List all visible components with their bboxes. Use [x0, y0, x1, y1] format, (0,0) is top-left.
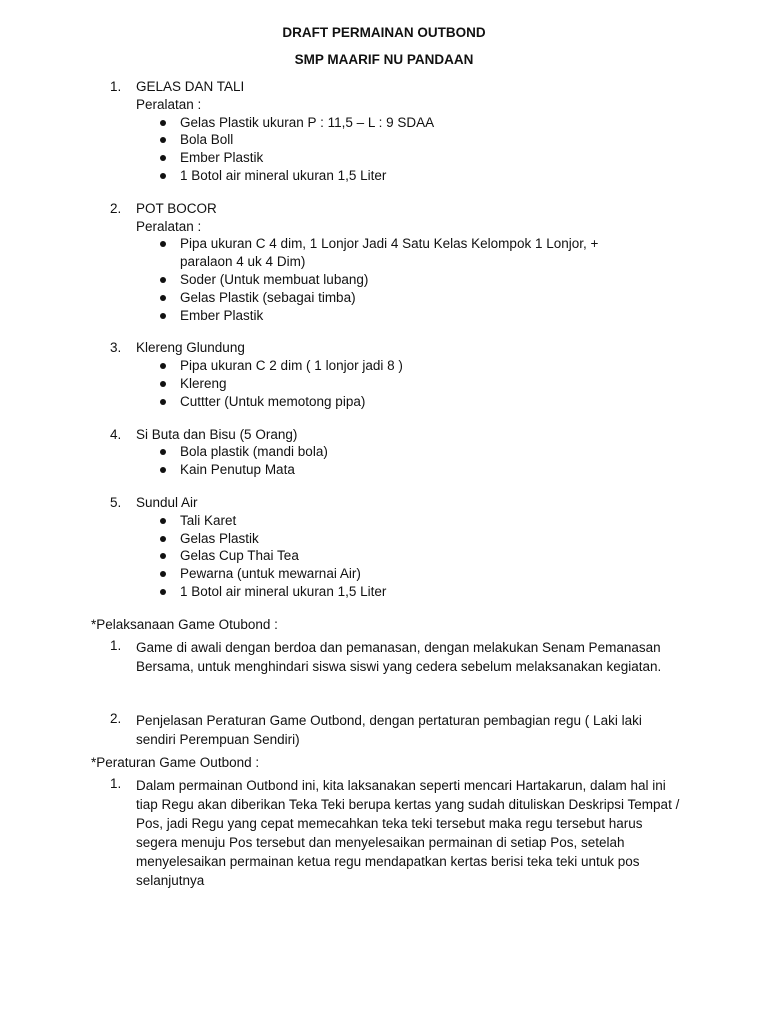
bullet-icon — [160, 381, 166, 387]
bullet-text: Gelas Plastik ukuran P : 11,5 – L : 9 SDAA — [180, 114, 435, 130]
item-text: Dalam permainan Outbond ini, kita laksanakan seperti mencari Hartakarun, dalam hal ini tiap Regu akan diberikan Teka Teki berupa kertas yang sudah dituliskan Deskripsi Tempat / Pos, jadi Regu yang cepat memecahkan teka teki tersebut maka regu tersebut harus segera menuju Pos tersebut dan menyelesaikan permainan di setiap Pos, setelah menyelesaikan permainan ketua regu mendapatkan kertas berisi teka teki untuk pos selanjutnya — [136, 778, 680, 888]
equipment-bullet-list — [0, 443, 768, 479]
bullet-text: Soder (Untuk membuat lubang) — [180, 271, 369, 287]
equipment-bullet-list — [0, 512, 768, 601]
equipment-bullet-item — [0, 271, 768, 289]
bullet-text: Bola plastik (mandi bola) — [180, 444, 328, 460]
item-number: 2. — [110, 711, 122, 726]
bullet-text: Pewarna (untuk mewarnai Air) — [180, 566, 361, 582]
game-name: Si Buta dan Bisu (5 Orang) — [136, 426, 298, 442]
equipment-bullet-item — [0, 530, 768, 548]
game-name: POT BOCOR — [136, 200, 217, 216]
bullet-icon — [160, 553, 166, 559]
bullet-text: Pipa ukuran C 4 dim, 1 Lonjor Jadi 4 Satu Kelas Kelompok 1 Lonjor, + paralaon 4 uk 4 Dim) — [180, 236, 599, 270]
equipment-item-header — [0, 339, 768, 357]
equipment-bullet-item — [0, 583, 768, 601]
equipment-bullet-item — [0, 114, 768, 132]
item-number: 2. — [110, 200, 122, 216]
bullet-text: Cuttter (Untuk memotong pipa) — [180, 393, 366, 409]
bullet-text: Pipa ukuran C 2 dim ( 1 lonjor jadi 8 ) — [180, 358, 403, 374]
equipment-bullet-item — [0, 149, 768, 167]
equipment-bullet-item — [0, 307, 768, 325]
bullet-text: Gelas Plastik (sebagai timba) — [180, 289, 356, 305]
bullet-text: 1 Botol air mineral ukuran 1,5 Liter — [180, 583, 387, 599]
equipment-item-header — [0, 200, 768, 218]
equipment-bullet-item — [0, 167, 768, 185]
bullet-icon — [160, 120, 166, 126]
equipment-bullet-list — [0, 235, 768, 324]
equipment-bullet-item — [0, 393, 768, 411]
equipment-bullet-item — [0, 547, 768, 565]
equipment-item — [0, 200, 768, 325]
item-number: 1. — [110, 776, 122, 791]
bullet-icon — [160, 571, 166, 577]
equipment-item-header — [0, 494, 768, 512]
item-text: Game di awali dengan berdoa dan pemanasan, dengan melakukan Senam Pemanasan Bersama, untuk menghindari siswa siswi yang cedera sebelum melaksanakan kegiatan. — [136, 640, 662, 674]
document-subtitle: SMP MAARIF NU PANDAAN — [294, 52, 474, 67]
pelaksanaan-item — [110, 711, 685, 749]
bullet-icon — [160, 241, 166, 247]
peraturan-item — [110, 776, 685, 890]
peraturan-heading: *Peraturan Game Outbond : — [91, 755, 260, 770]
pelaksanaan-heading: *Pelaksanaan Game Otubond : — [91, 617, 278, 632]
bullet-text: Gelas Cup Thai Tea — [180, 548, 299, 564]
bullet-icon — [160, 589, 166, 595]
bullet-text: 1 Botol air mineral ukuran 1,5 Liter — [180, 167, 387, 183]
bullet-text: Gelas Plastik — [180, 530, 259, 546]
bullet-text: Ember Plastik — [180, 307, 264, 323]
bullet-icon — [160, 399, 166, 405]
equipment-bullet-item — [0, 289, 768, 307]
item-number: 1. — [110, 638, 122, 653]
bullet-icon — [160, 277, 166, 283]
equipment-bullet-item — [0, 131, 768, 149]
bullet-text: Klereng — [180, 375, 227, 391]
peralatan-label: Peralatan : — [136, 218, 202, 234]
equipment-bullet-item — [0, 375, 768, 393]
equipment-bullet-item — [0, 512, 768, 530]
document-title: DRAFT PERMAINAN OUTBOND — [282, 25, 486, 40]
bullet-text: Ember Plastik — [180, 150, 264, 166]
equipment-bullet-item — [0, 235, 768, 271]
bullet-icon — [160, 155, 166, 161]
bullet-icon — [160, 518, 166, 524]
item-number: 5. — [110, 494, 122, 510]
bullet-icon — [160, 173, 166, 179]
item-number: 3. — [110, 340, 122, 356]
bullet-icon — [160, 313, 166, 319]
bullet-icon — [160, 536, 166, 542]
peralatan-label: Peralatan : — [136, 96, 202, 112]
equipment-item — [0, 494, 768, 601]
equipment-bullet-item — [0, 565, 768, 583]
bullet-icon — [160, 295, 166, 301]
equipment-list — [0, 78, 768, 616]
equipment-bullet-item — [0, 357, 768, 375]
bullet-text: Tali Karet — [180, 512, 237, 528]
bullet-icon — [160, 449, 166, 455]
pelaksanaan-item — [110, 638, 685, 676]
equipment-bullet-list — [0, 357, 768, 410]
equipment-bullet-item — [0, 443, 768, 461]
equipment-item-header — [0, 426, 768, 444]
bullet-icon — [160, 363, 166, 369]
equipment-item — [0, 78, 768, 185]
equipment-bullet-item — [0, 461, 768, 479]
equipment-bullet-list — [0, 114, 768, 185]
item-number: 1. — [110, 79, 122, 94]
equipment-item — [0, 426, 768, 479]
bullet-text: Bola Boll — [180, 132, 234, 148]
item-text: Penjelasan Peraturan Game Outbond, dengan pertaturan pembagian regu ( Laki laki sendiri Perempuan Sendiri) — [136, 713, 642, 747]
game-name: GELAS DAN TALI — [136, 79, 245, 94]
equipment-item — [0, 339, 768, 410]
bullet-text: Kain Penutup Mata — [180, 462, 295, 478]
equipment-item-header — [0, 78, 768, 96]
bullet-icon — [160, 137, 166, 143]
bullet-icon — [160, 467, 166, 473]
item-number: 4. — [110, 426, 122, 442]
game-name: Sundul Air — [136, 494, 198, 510]
game-name: Klereng Glundung — [136, 340, 245, 356]
